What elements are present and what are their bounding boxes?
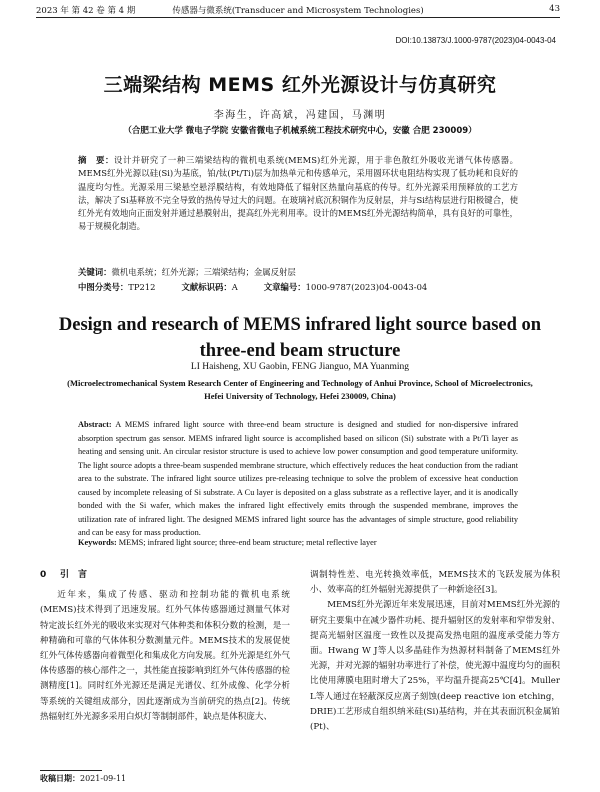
english-abstract-label: Abstract: [78,420,112,429]
page-number: 43 [549,4,560,14]
body-paragraph: 近年来，集成了传感、驱动和控制功能的微机电系统(MEMS)技术得到了迅速发展。红外气体传感器通过测量气体对特定波长红外光的吸收来实现对气体种类和体积分数的检测，是一种精确和可靠的气体体积分数测量元件。MEMS技术的发展促使红外气体传感器向着微型化和集成化方向发展。红外光源是红外气体传感器的核心部件之一，其性能直接影响到红外气体传感器的检测精度[1]。同时红外光源还是满足光谱仪、红外成像、化学分析等系统的关键组成部分，因此逐渐成为当前研究的热点[2]。传统热辐射红外光源多采用白炽灯等制制部件，缺点是体积庞大、 [40,590,290,722]
section-number: 0 [40,570,47,580]
doc-code-value: A [231,282,238,292]
chinese-title: 三端梁结构 MEMS 红外光源设计与仿真研究 [103,74,497,96]
chinese-affiliation: （合肥工业大学 微电子学院 安徽省微电子机械系统工程技术研究中心，安徽 合肥 230009） [123,126,477,136]
english-affiliation: (Microelectromechanical System Research Center of Engineering and Technology of Anhui Province, School of Microelectronics, Hefei University of Technology, Hefei 230009, China) [67,378,533,401]
section-heading [40,568,290,583]
received-date [40,773,126,784]
body-paragraph: 调制特性差、电光转换效率低，MEMS技术的飞跃发展为体积小、效率高的红外辐射光源提供了一种新途径[3]。 [310,570,560,596]
chinese-authors: 李海生，许高斌，冯建国，马渊明 [213,110,387,121]
chinese-keywords [78,266,518,278]
english-abstract-text: A MEMS infrared light source with three-end beam structure is designed and studied for non-dispersive infrared absorption spectrum gas sensor. MEMS infrared light source is accomplished based on silicon (Si) substrate with a Pt/Ti layer as heating and sensing unit. An circular resistor structure is used to achieve low power consumption and good temperature uniformity. The light source adopts a three-beam suspended membrane structure, which effectively reduces the heat conduction from the radiant area to the substrate. The infrared light source utilizes pre-releasing technique to solve the problem of excessive heat conduction caused by incomplete releasing of Si substrate. A Cu layer is deposited on a glass substrate as a reflective layer, and it is anodically bonded with the Si wafer, which makes the infrared light effectively emits through the suspended membrane, improves the utilization rate of infrared light. The designed MEMS infrared light source has the advantages of simple structure, good reliability and can be easy for mass production. [78,420,518,537]
journal-issue: 2023 年 第 42 卷 第 4 期 [36,6,136,16]
chinese-keywords-label: 关键词： [78,267,112,277]
class-number-value: TP212 [128,282,156,292]
journal-name: 传感器与微系统(Transducer and Microsystem Technologies) [172,6,424,16]
english-authors: LI Haisheng, XU Gaobin, FENG Jianguo, MA Yuanming [190,362,410,372]
classification-line [78,281,518,293]
section-title: 引 言 [60,570,88,580]
class-number-label: 中图分类号： [78,282,129,292]
chinese-abstract-label: 摘 要： [78,155,114,165]
body-column-left [40,568,290,725]
chinese-keywords-text: 微机电系统；红外光源；三端梁结构；金属反射层 [111,267,296,277]
received-date-value: 2021-09-11 [80,774,127,783]
running-header [36,4,560,18]
chinese-abstract [78,154,518,234]
doc-code-label: 文献标识码： [181,282,232,292]
footnote-divider [40,770,102,771]
english-keywords [78,538,518,547]
article-number-value: 1000-9787(2023)04-0043-04 [305,282,428,292]
article-number-label: 文章编号： [263,282,306,292]
body-paragraph: MEMS红外光源近年来发展迅速，目前对MEMS红外光源的研究主要集中在减少器件功耗、提升辐射区的发射率和窄带发射、提高光辐射区温度一致性以及提高发热电阻的温度承受能力等方面。Hwang W J等人以多晶硅作为热源材料制备了MEMS红外光源，并对光源的辐射功率进行了补偿，使光源中温度均匀的面积比使用薄膜电阻时增大了25%，平均温升提高25℃[4]。Muller L等人通过在轻蔽深反应离子刻蚀(deep reactive ion etching，DRIE)工艺形成自组织纳米硅(Si)基结构，并在其表面沉积金属铂(Pt)、 [310,600,560,733]
english-keywords-text: MEMS; infrared light source; three-end beam structure; metal reflective layer [118,538,377,547]
chinese-abstract-text: 设计并研究了一种三端梁结构的微机电系统(MEMS)红外光源，用于非色散红外吸收光谱气体传感器。MEMS红外光源以硅(Si)为基底，铂/钛(Pt/Ti)层为加热单元和传感单元，采用圆环状电阻结构实现了低功耗和良好的温度均匀性。光源采用三梁悬空悬浮膜结构，有效地降低了辐射区热量向基底的传导。红外光源采用预释放的工艺方法，解决了Si基释放不完全导致的热传导过大的问题。在玻璃衬底沉积铜作为反射层，并与Si结构层进行阳极键合，使红外光有效地向正面发射并通过悬膜射出，提高红外光利用率。设计的MEMS红外光源结构简单，具有良好的可靠性，易于规模化制造。 [78,155,518,232]
english-title: Design and research of MEMS infrared light source based on three-end beam structure [58,315,542,361]
header-divider [36,17,560,18]
english-abstract [78,418,518,540]
doi[interactable]: DOI:10.13873/J.1000-9787(2023)04-0043-04 [395,36,556,45]
english-keywords-label: Keywords: [78,538,117,547]
received-date-label: 收稿日期： [40,774,80,783]
body-column-right [310,568,560,735]
